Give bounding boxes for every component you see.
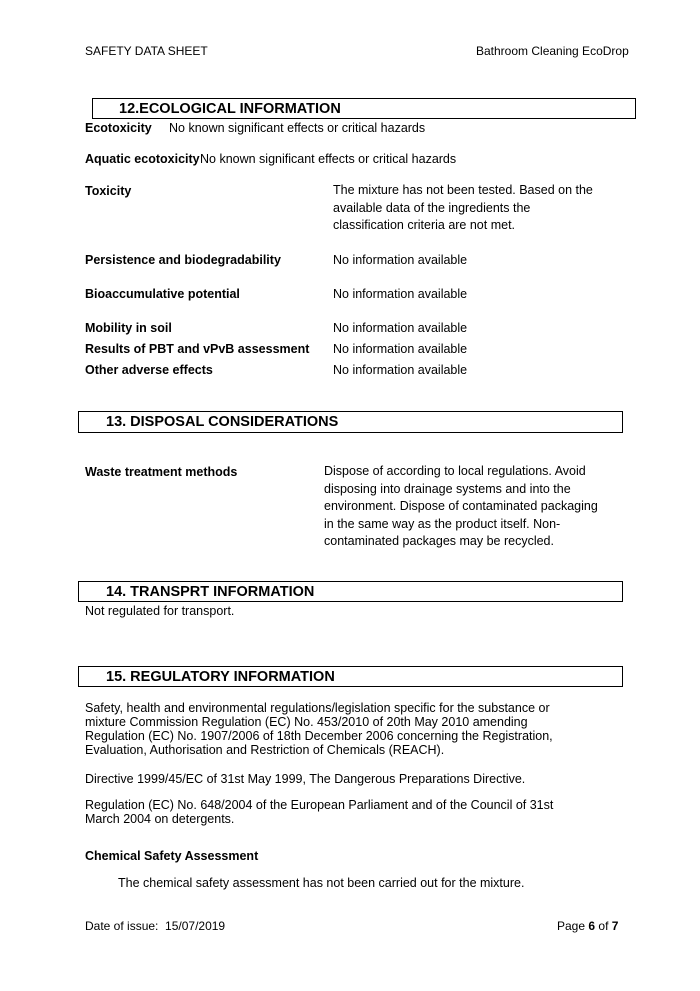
waste-treatment-value [324, 463, 598, 551]
section-14-title: 14. TRANSPRT INFORMATION [106, 584, 315, 600]
pbt-label: Results of PBT and vPvB assessment [85, 342, 310, 356]
regulation-line: Safety, health and environmental regulations/legislation specific for the substance or [85, 701, 550, 715]
toxicity-value [333, 182, 593, 235]
section-15-title-box [78, 666, 623, 687]
page-of: of [598, 919, 609, 933]
regulation-line: March 2004 on detergents. [85, 812, 235, 826]
footer-date [85, 919, 225, 933]
section-12-title: 12.ECOLOGICAL INFORMATION [119, 101, 341, 117]
regulation-line: Evaluation, Authorisation and Restriction of Chemicals (REACH). [85, 743, 445, 757]
regulation-paragraph-3 [85, 798, 553, 826]
waste-line: disposing into drainage systems and into the [324, 481, 571, 496]
mobility-label: Mobility in soil [85, 321, 172, 335]
toxicity-line: The mixture has not been tested. Based on the [333, 183, 593, 197]
header-product-name: Bathroom Cleaning EcoDrop [476, 44, 629, 58]
header-document-type: SAFETY DATA SHEET [85, 44, 208, 58]
page-word: Page [557, 919, 586, 933]
waste-line: environment. Dispose of contaminated packaging [324, 499, 598, 513]
footer-page-number [557, 919, 618, 933]
other-effects-value: No information available [333, 363, 468, 377]
ecotoxicity-value: No known significant effects or critical hazards [169, 121, 426, 135]
ecotoxicity-label: Ecotoxicity [85, 121, 152, 135]
regulation-line: Regulation (EC) No. 648/2004 of the European Parliament and of the Council of 31st [85, 798, 554, 812]
regulation-line: mixture Commission Regulation (EC) No. 453/2010 of 20th May 2010 amending [85, 715, 528, 729]
section-12-title-box [92, 98, 636, 119]
section-14-title-box [78, 581, 623, 602]
page-total: 7 [611, 919, 619, 933]
chemical-safety-heading: Chemical Safety Assessment [85, 849, 259, 863]
section-15-title: 15. REGULATORY INFORMATION [106, 669, 335, 685]
bioaccumulative-label: Bioaccumulative potential [85, 287, 240, 301]
aquatic-ecotoxicity-value: No known significant effects or critical hazards [200, 152, 457, 166]
aquatic-ecotoxicity-label: Aquatic ecotoxicity [85, 152, 200, 166]
persistence-value: No information available [333, 253, 468, 267]
other-effects-label: Other adverse effects [85, 363, 213, 377]
regulation-line: Regulation (EC) No. 1907/2006 of 18th December 2006 concerning the Registration, [85, 729, 553, 743]
page-current: 6 [588, 919, 596, 933]
regulation-paragraph-1 [85, 701, 553, 757]
date-value: 15/07/2019 [165, 919, 226, 933]
date-label: Date of issue: [85, 919, 159, 933]
mobility-value: No information available [333, 321, 468, 335]
section-13-title-box [78, 411, 623, 433]
chemical-safety-text: The chemical safety assessment has not been carried out for the mixture. [118, 876, 525, 890]
pbt-value: No information available [333, 342, 468, 356]
toxicity-line: classification criteria are not met. [333, 218, 516, 232]
waste-line: Dispose of according to local regulations. Avoid [324, 464, 586, 478]
regulation-paragraph-2: Directive 1999/45/EC of 31st May 1999, The Dangerous Preparations Directive. [85, 772, 526, 786]
toxicity-label: Toxicity [85, 184, 132, 198]
bioaccumulative-value: No information available [333, 287, 468, 301]
waste-line: contaminated packages may be recycled. [324, 534, 554, 548]
waste-treatment-label: Waste treatment methods [85, 465, 238, 479]
toxicity-line: available data of the ingredients the [333, 200, 531, 215]
waste-line: in the same way as the product itself. Non- [324, 516, 561, 531]
section-13-title: 13. DISPOSAL CONSIDERATIONS [106, 414, 339, 430]
transport-text: Not regulated for transport. [85, 604, 235, 618]
persistence-label: Persistence and biodegradability [85, 253, 281, 267]
